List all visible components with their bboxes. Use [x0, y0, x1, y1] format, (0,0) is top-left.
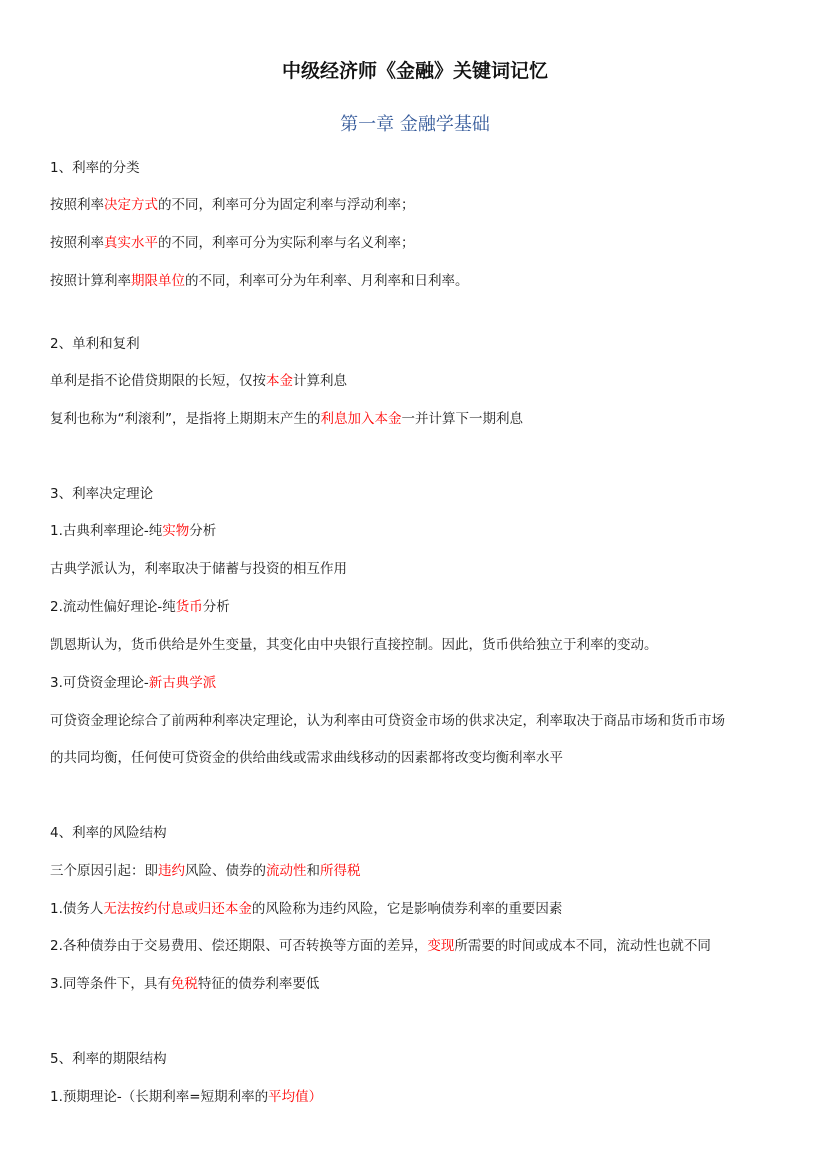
highlight: 所得税 [320, 863, 361, 879]
text-line: 可贷资金理论综合了前两种利率决定理论，认为利率由可贷资金市场的供求决定，利率取决于商品市场和货币市场 [50, 713, 725, 729]
section-heading: 1、利率的分类 [50, 160, 140, 176]
section-heading: 5、利率的期限结构 [50, 1051, 167, 1067]
chapter-heading: 第一章 金融学基础 [340, 114, 490, 135]
text-line: 三个原因引起：即违约风险、债券的流动性和所得税 [50, 863, 361, 879]
text-line: 按照计算利率期限单位的不同，利率可分为年利率、月利率和日利率。 [50, 273, 469, 289]
highlight: 货币 [175, 599, 203, 615]
highlight: 新古典学派 [148, 675, 217, 691]
highlight: 实物 [162, 523, 190, 539]
text-line: 按照利率真实水平的不同，利率可分为实际利率与名义利率； [50, 235, 415, 251]
text-line: 单利是指不论借贷期限的长短，仅按本金计算利息 [50, 373, 347, 389]
highlight: 利息加入本金 [320, 411, 402, 427]
highlight: 无法按约付息或归还本金 [103, 901, 252, 917]
highlight: 平均值） [268, 1089, 323, 1105]
text-line: 复利也称为“利滚利”，是指将上期期末产生的利息加入本金一并计算下一期利息 [50, 411, 523, 427]
text-line: 1.预期理论-（长期利率=短期利率的平均值） [50, 1089, 323, 1105]
text-line: 凯恩斯认为，货币供给是外生变量，其变化由中央银行直接控制。因此，货币供给独立于利率的变动。 [50, 637, 658, 653]
text-line: 3.同等条件下，具有免税特征的债券利率要低 [50, 976, 320, 992]
highlight: 流动性 [266, 863, 307, 879]
highlight: 变现 [427, 938, 455, 954]
highlight: 违约 [158, 863, 185, 879]
highlight: 免税 [170, 976, 198, 992]
highlight: 真实水平 [104, 235, 158, 251]
section-heading: 3、利率决定理论 [50, 486, 154, 502]
section-heading: 2、单利和复利 [50, 336, 140, 352]
text-line: 2.流动性偏好理论-纯货币分析 [50, 599, 230, 615]
text-line: 1.古典利率理论-纯实物分析 [50, 523, 217, 539]
text-line: 古典学派认为，利率取决于储蓄与投资的相互作用 [50, 561, 347, 577]
text-line: 的共同均衡，任何使可贷资金的供给曲线或需求曲线移动的因素都将改变均衡利率水平 [50, 750, 563, 766]
text-line: 1.债务人无法按约付息或归还本金的风险称为违约风险，它是影响债券利率的重要因素 [50, 901, 563, 917]
section-heading: 4、利率的风险结构 [50, 825, 167, 841]
text-line: 按照利率决定方式的不同，利率可分为固定利率与浮动利率； [50, 197, 415, 213]
highlight: 期限单位 [131, 273, 185, 289]
document-title: 中级经济师《金融》关键词记忆 [281, 60, 548, 82]
text-line: 3.可贷资金理论-新古典学派 [50, 675, 217, 691]
highlight: 决定方式 [104, 197, 158, 213]
text-line: 2.各种债券由于交易费用、偿还期限、可否转换等方面的差异，变现所需要的时间或成本不同，流动性也就不同 [50, 938, 711, 954]
highlight: 本金 [266, 373, 293, 389]
